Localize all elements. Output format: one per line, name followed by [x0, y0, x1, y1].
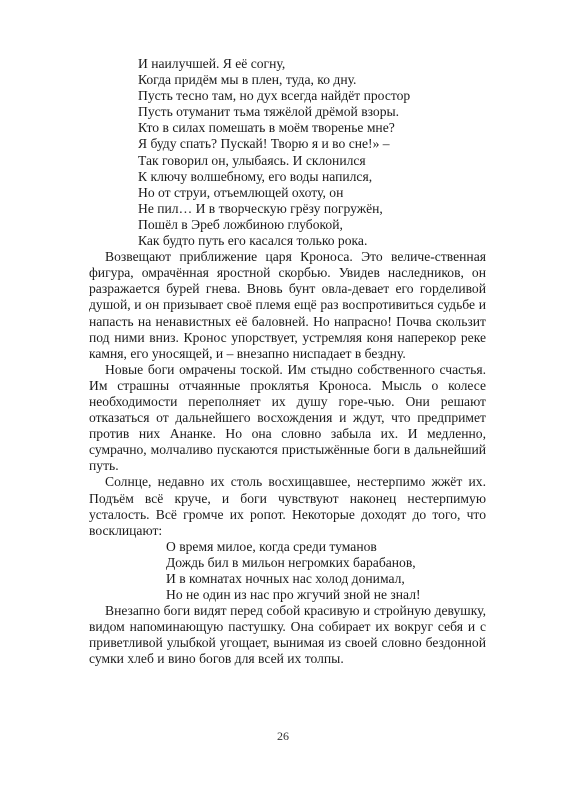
verse-line: Но от струи, отъемлющей охоту, он: [138, 184, 344, 200]
verse-line: Так говорил он, улыбаясь. И склонился: [138, 152, 366, 168]
verse-line: И в комнатах ночных нас холод донимал,: [166, 571, 405, 586]
verse-line: Кто в силах помешать в моём творенье мне?: [138, 120, 395, 136]
page-text: [89, 56, 486, 668]
verse-line: Пусть отуманит тьма тяжёлой дрёмой взоры.: [138, 104, 400, 120]
verse-line: И наилучшей. Я её согну,: [138, 56, 286, 71]
verse-line: Как будто путь его касался только рока.: [138, 233, 368, 249]
paragraph: Солнце, недавно их столь восхищавшее, нестерпимо жжёт их. Подъём всё круче, и боги чувствуют наконец нестерпимую усталость. Всё громче их ропот. Некоторые доходят до того, что восклицают:: [89, 474, 486, 538]
verse-line: О время милое, когда среди туманов: [166, 538, 377, 554]
verse-line: К ключу волшебному, его воды напился,: [138, 168, 373, 184]
verse-line: Пусть тесно там, но дух всегда найдёт простор: [138, 88, 411, 104]
verse-line: Я буду спать? Пускай! Творю я и во сне!» –: [138, 136, 390, 152]
page-number: 26: [277, 729, 289, 743]
verse-line: Пошёл в Эреб ложбиною глубокой,: [138, 216, 343, 232]
verse-block: [89, 539, 486, 603]
paragraph: Внезапно боги видят перед собой красивую и стройную девушку, видом напоминающую пастушку. Она собирает их вокруг себя и с приветливой улыбкой угощает, вынимая из своей словно бездонной сумки хлеб и вино богов для всей их толпы.: [89, 603, 486, 667]
verse-line: Но не один из нас про жгучий зной не знал!: [166, 587, 421, 603]
paragraph: Новые боги омрачены тоской. Им стыдно собственного счастья. Им страшны отчаянные проклятья Кроноса. Мысль о колесе необходимости переполняет их душу горе-чью. Они решают отказаться от дальнейшего восхождения и ждут, что предпримет против них Ананке. Но она словно забыла их. И медленно, сумрачно, молчаливо пускаются пристыжённые боги в дальнейший путь.: [89, 361, 486, 474]
verse-block: [89, 56, 486, 249]
verse-line: Не пил… И в творческую грёзу погружён,: [138, 200, 383, 216]
verse-line: Дождь бил в мильон негромких барабанов,: [166, 554, 416, 570]
verse-line: Когда придём мы в плен, туда, ко дну.: [138, 72, 357, 88]
paragraph: Возвещают приближение царя Кроноса. Это величе-ственная фигура, омрачённая яростной скорбью. Увидев наследников, он разражается бурей гнева. Вновь бунт овла-девает его гордeливой душой, и он призывает своё племя ещё раз воспротивиться судьбе и напасть на ненавистных её баловней. Но напрасно! Почва скользит под ними вниз. Кронос упорствует, устремляя коня наперекор реке камня, его уносящей, и – внезапно ниспадает в бездну.: [89, 249, 486, 361]
